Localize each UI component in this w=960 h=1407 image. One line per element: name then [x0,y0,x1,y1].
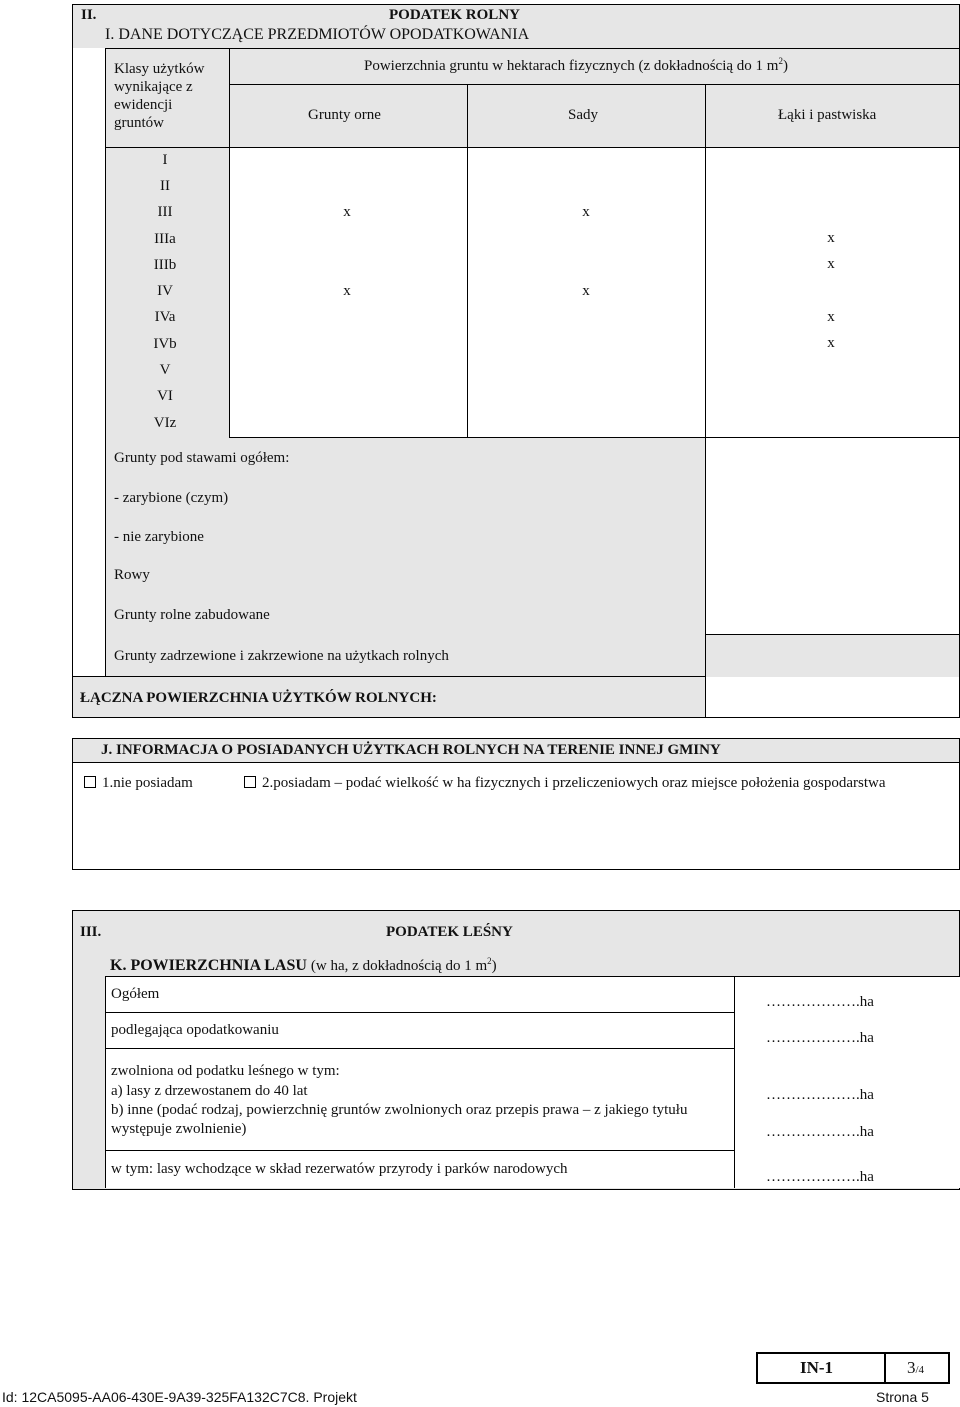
option-owned[interactable] [244,775,886,792]
option-not-owned[interactable] [84,775,193,792]
forest-taxable-label: podlegająca opodatkowaniu [111,1022,279,1038]
option-owned-label: 2.posiadam – podać wielkość w ha fizycznych i przeliczeniowych oraz miejsce położenia gospodarstwa [262,775,886,791]
forest-exempt-label: zwolniona od podatku leśnego w tym: [111,1063,340,1079]
class-label-IIIa: IIIa [154,231,176,247]
forest-taxable-value[interactable]: ……………….ha [766,1030,874,1046]
row-label-wooded: Grunty zadrzewione i zakrzewione na użytkach rolnych [114,648,449,664]
row-label-ponds-unstocked: - nie zarybione [114,529,204,545]
class-label-VI: VI [157,388,173,404]
col-header-sady: Sady [568,107,598,123]
class-label-VIz: VIz [153,415,177,431]
col-header-laki: Łąki i pastwiska [778,107,877,123]
class-label-III: III [157,204,173,220]
page-total: /4 [915,1364,925,1376]
section-iii-title: PODATEK LEŚNY [386,924,513,940]
form-code: IN-1 [800,1358,834,1377]
checkbox-owned[interactable] [244,776,256,788]
section-iii-number: III. [80,924,102,940]
area-header: Powierzchnia gruntu w hektarach fizycznych (z dokładnością do 1 $m^2$) [364,56,788,74]
checkbox-not-owned[interactable] [84,776,96,788]
class-label-IVb: IVb [153,336,177,352]
forest-reserves-label: w tym: lasy wchodzące w skład rezerwatów przyrody i parków narodowych [111,1161,568,1177]
class-label-I: I [162,152,168,168]
class-label-IV: IV [157,283,173,299]
classes-header: Klasy użytków wynikające z ewidencji gruntów [114,61,205,131]
col-header-orne: Grunty orne [308,107,381,123]
subsection-j-title: J. INFORMACJA O POSIADANYCH UŻYTKACH ROLNYCH NA TERENIE INNEJ GMINY [101,742,721,758]
section-ii-number: II. [81,7,97,23]
other-rows-value-field[interactable] [706,438,959,634]
other-commune-details-field[interactable] [74,800,958,868]
subsection-j-header [72,738,960,762]
subsection-k-title-rest: (w ha, z dokładnością do 1 $m^2$) [310,956,497,974]
forest-exempt-value[interactable]: ……………….ha [766,1087,874,1103]
option-not-owned-label: 1.nie posiadam [102,775,193,791]
page-label: Strona 5 [876,1389,929,1405]
na-mark-iiia-laki: x [827,230,835,246]
total-value-field[interactable] [706,677,959,717]
subsection-k-title [110,956,497,975]
document-id: Id: 12CA5095-AA06-430E-9A39-325FA132C7C8. Projekt [2,1389,357,1405]
row-label-ditches: Rowy [114,567,150,583]
na-mark-iiib-laki: x [827,256,835,272]
na-mark-iva-laki: x [827,309,835,325]
forest-total-value[interactable]: ……………….ha [766,994,874,1010]
subsection-k-title-bold: K. POWIERZCHNIA LASU [110,957,307,974]
na-mark-iii-orne: x [343,204,351,220]
forest-young-label: a) lasy z drzewostanem do 40 lat [111,1083,308,1099]
na-mark-ivb-laki: x [827,335,835,351]
row-label-built-up: Grunty rolne zabudowane [114,607,270,623]
subsection-i-title: I. DANE DOTYCZĄCE PRZEDMIOTÓW OPODATKOWANIA [105,26,530,43]
page-current: 3 [907,1358,916,1377]
page-number [907,1358,924,1378]
forest-reserves-value[interactable]: ……………….ha [766,1169,874,1185]
forest-total-label: Ogółem [111,986,160,1002]
class-label-II: II [160,178,170,194]
class-label-V: V [159,362,171,378]
section-ii-title: PODATEK ROLNY [389,7,520,23]
total-label: ŁĄCZNA POWIERZCHNIA UŻYTKÓW ROLNYCH: [80,690,437,706]
na-mark-iv-orne: x [343,283,351,299]
na-mark-iv-sady: x [582,283,590,299]
row-label-ponds-stocked: - zarybione (czym) [114,490,229,506]
class-label-IIIb: IIIb [153,257,177,273]
forest-other-label: b) inne (podać rodzaj, powierzchnię gruntów zwolnionych oraz przepis prawa – z jakiego tytułu występuje zwolnienie) [111,1102,688,1137]
class-label-IVa: IVa [154,309,176,325]
forest-young-value[interactable]: ……………….ha [766,1124,874,1140]
row-label-ponds-total: Grunty pod stawami ogółem: [114,450,290,466]
na-mark-iii-sady: x [582,204,590,220]
